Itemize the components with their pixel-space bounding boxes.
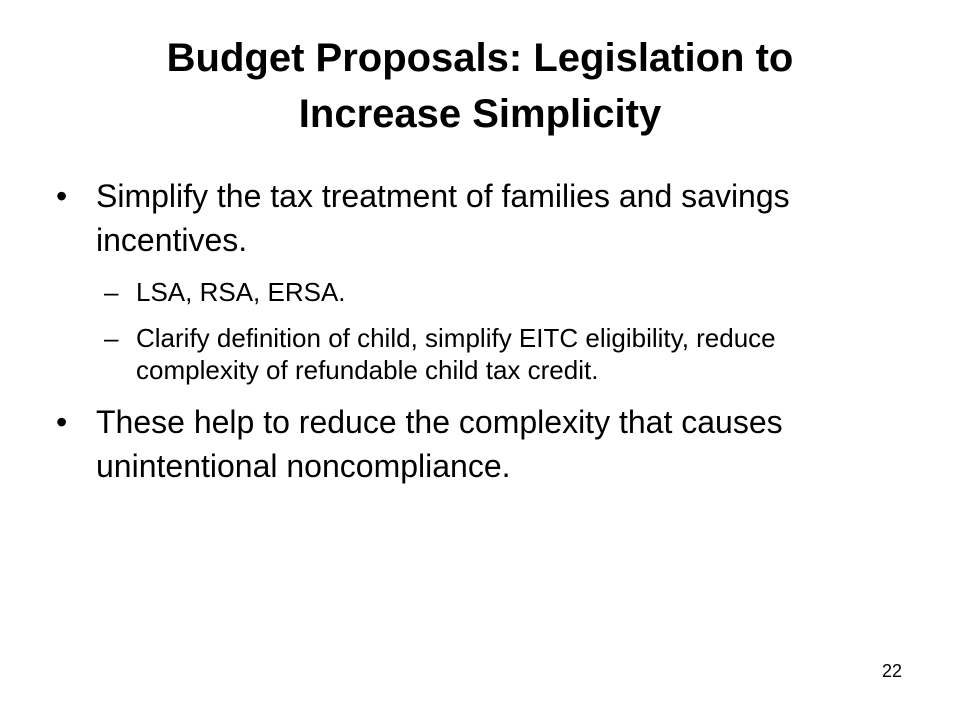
sub-bullet-marker: – bbox=[104, 323, 119, 353]
bullet-marker: • bbox=[56, 178, 68, 214]
bullet-item bbox=[56, 400, 896, 488]
sub-bullet-marker: – bbox=[104, 277, 119, 307]
sub-bullet-text: Clarify definition of child, simplify EITC eligibility, reduce complexity of refundable child tax credit. bbox=[136, 323, 776, 385]
slide-title-line-2: Increase Simplicity bbox=[298, 92, 662, 136]
bullet-text: Simplify the tax treatment of families and savings incentives. bbox=[96, 178, 790, 258]
sub-bullet-item bbox=[104, 322, 896, 386]
bullet-list bbox=[56, 174, 896, 488]
bullet-text: These help to reduce the complexity that causes unintentional noncompliance. bbox=[96, 404, 783, 484]
page-number: 22 bbox=[881, 661, 902, 681]
slide-title-line-1: Budget Proposals: Legislation to bbox=[166, 36, 794, 80]
bullet-marker: • bbox=[56, 404, 68, 440]
slide-title bbox=[40, 30, 920, 142]
sub-bullet-list bbox=[56, 276, 896, 386]
bullet-item bbox=[56, 174, 896, 262]
sub-bullet-item bbox=[104, 276, 896, 308]
sub-bullet-text: LSA, RSA, ERSA. bbox=[136, 277, 346, 307]
